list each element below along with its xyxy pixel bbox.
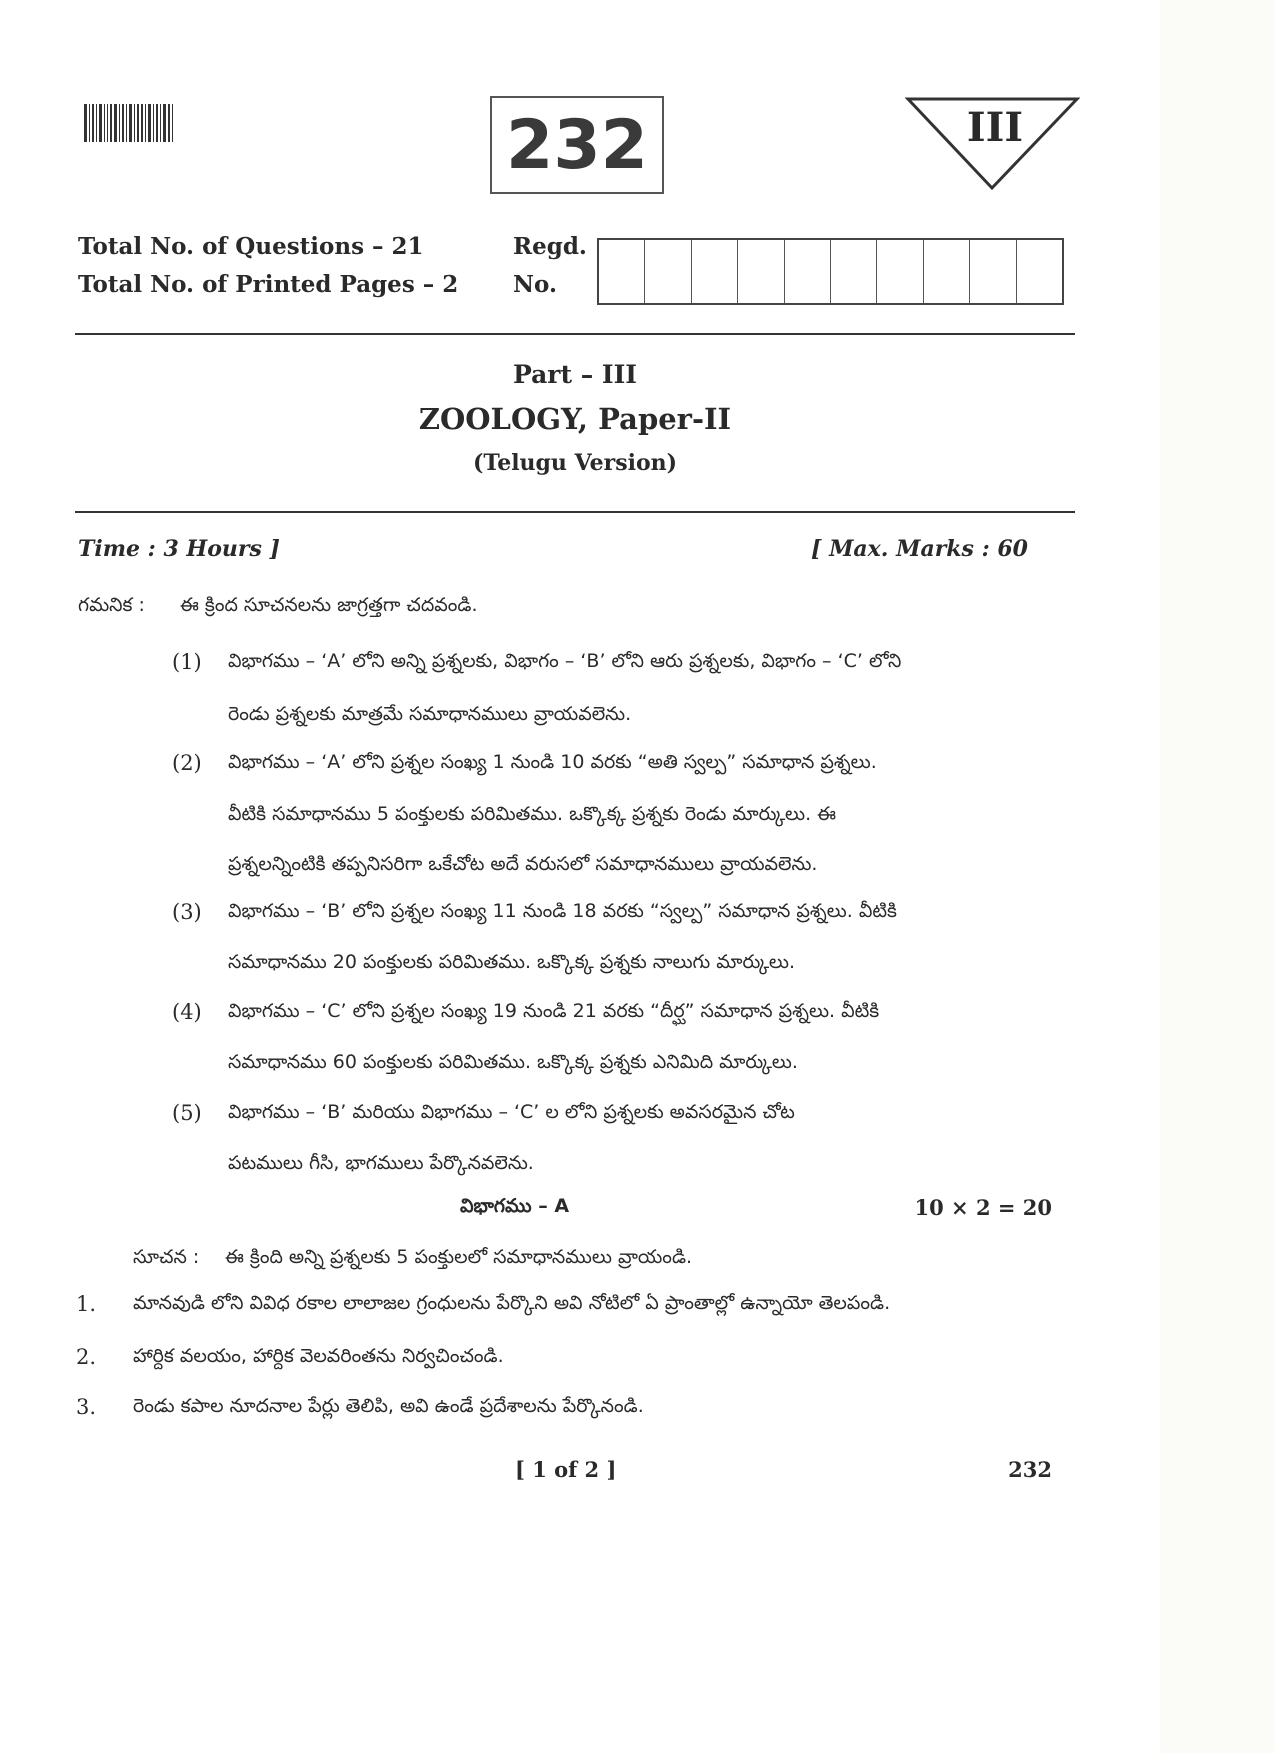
version-title: (Telugu Version): [472, 450, 678, 476]
question-number: 3.: [76, 1395, 97, 1419]
divider: [75, 511, 1075, 513]
instruction-number: (1): [172, 650, 202, 674]
instruction-number: (4): [172, 1000, 202, 1024]
regd-no-label: No.: [513, 271, 557, 298]
instruction-line: రెండు ప్రశ్నలకు మాత్రమే సమాధానములు వ్రాయవలెను.: [228, 703, 632, 725]
barcode: [84, 104, 194, 142]
instruction-line: సమాధానము 60 పంక్తులకు పరిమితము. ఒక్కొక్క ప్రశ్నకు ఎనిమిది మార్కులు.: [228, 1051, 798, 1073]
question-text: హార్దిక వలయం, హార్దిక వెలవరింతను నిర్వచించండి.: [133, 1345, 504, 1367]
series-label: III: [966, 104, 1024, 151]
time-allowed: Time : 3 Hours ]: [78, 536, 280, 562]
total-questions: Total No. of Questions – 21: [78, 233, 424, 260]
note-text: ఈ క్రింద సూచనలను జాగ్రత్తగా చదవండి.: [180, 594, 478, 616]
question-number: 1.: [76, 1292, 97, 1316]
instruction-line: విభాగము – ‘B’ లోని ప్రశ్నల సంఖ్య 11 నుండి 18 వరకు “స్వల్ప” సమాధాన ప్రశ్నలు. వీటికి: [228, 900, 897, 922]
instruction-number: (3): [172, 900, 202, 924]
instruction-number: (5): [172, 1101, 202, 1125]
subject-title: ZOOLOGY, Paper-II: [418, 402, 732, 436]
instruction-line: పటములు గీసి, భాగములు పేర్కొనవలెను.: [228, 1152, 534, 1174]
instruction-line: వీటికి సమాధానము 5 పంక్తులకు పరిమితము. ఒక్కొక్క ప్రశ్నకు రెండు మార్కులు. ఈ: [228, 803, 837, 825]
instruction-line: ప్రశ్నలన్నింటికి తప్పనిసరిగా ఒకేచోట అదే వరుసలో సమాధానములు వ్రాయవలెను.: [228, 853, 818, 875]
instruction-text: ఈ క్రింది అన్ని ప్రశ్నలకు 5 పంక్తులలో సమాధానములు వ్రాయండి.: [225, 1246, 693, 1268]
page-number: [ 1 of 2 ]: [515, 1457, 617, 1482]
regd-number-boxes[interactable]: [597, 238, 1064, 305]
section-a-marks: 10 × 2 = 20: [914, 1195, 1052, 1220]
section-a-title: విభాగము – A: [460, 1195, 570, 1217]
instruction-number: (2): [172, 751, 202, 775]
instruction-line: విభాగము – ‘A’ లోని అన్ని ప్రశ్నలకు, విభాగం – ‘B’ లోని ఆరు ప్రశ్నలకు, విభాగం – ‘C’ లోని: [228, 650, 902, 672]
instruction-label: సూచన :: [133, 1246, 200, 1268]
question-number: 2.: [76, 1345, 97, 1369]
instruction-line: విభాగము – ‘C’ లోని ప్రశ్నల సంఖ్య 19 నుండి 21 వరకు “దీర్ఘ” సమాధాన ప్రశ్నలు. వీటికి: [228, 1000, 880, 1022]
max-marks: [ Max. Marks : 60: [811, 536, 1028, 562]
paper-code-box: 232: [490, 96, 664, 194]
footer-code: 232: [1008, 1457, 1052, 1482]
instruction-line: విభాగము – ‘A’ లోని ప్రశ్నల సంఖ్య 1 నుండి 10 వరకు “అతి స్వల్ప” సమాధాన ప్రశ్నలు.: [228, 751, 877, 773]
note-label: గమనిక :: [78, 594, 145, 616]
total-pages: Total No. of Printed Pages – 2: [78, 271, 459, 298]
part-title: Part – III: [512, 360, 638, 389]
instruction-line: సమాధానము 20 పంక్తులకు పరిమితము. ఒక్కొక్క ప్రశ్నకు నాలుగు మార్కులు.: [228, 951, 795, 973]
question-text: మానవుడి లోని వివిధ రకాల లాలాజల గ్రంధులను పేర్కొని అవి నోటిలో ఏ ప్రాంతాల్లో ఉన్నాయో తెలపండి.: [133, 1292, 891, 1314]
instruction-line: విభాగము – ‘B’ మరియు విభాగము – ‘C’ ల లోని ప్రశ్నలకు అవసరమైన చోట: [228, 1101, 795, 1123]
regd-label: Regd.: [513, 233, 587, 260]
divider: [75, 333, 1075, 335]
question-text: రెండు కపాల నూదనాల పేర్లు తెలిపి, అవి ఉండే ప్రదేశాలను పేర్కొనండి.: [133, 1395, 644, 1417]
